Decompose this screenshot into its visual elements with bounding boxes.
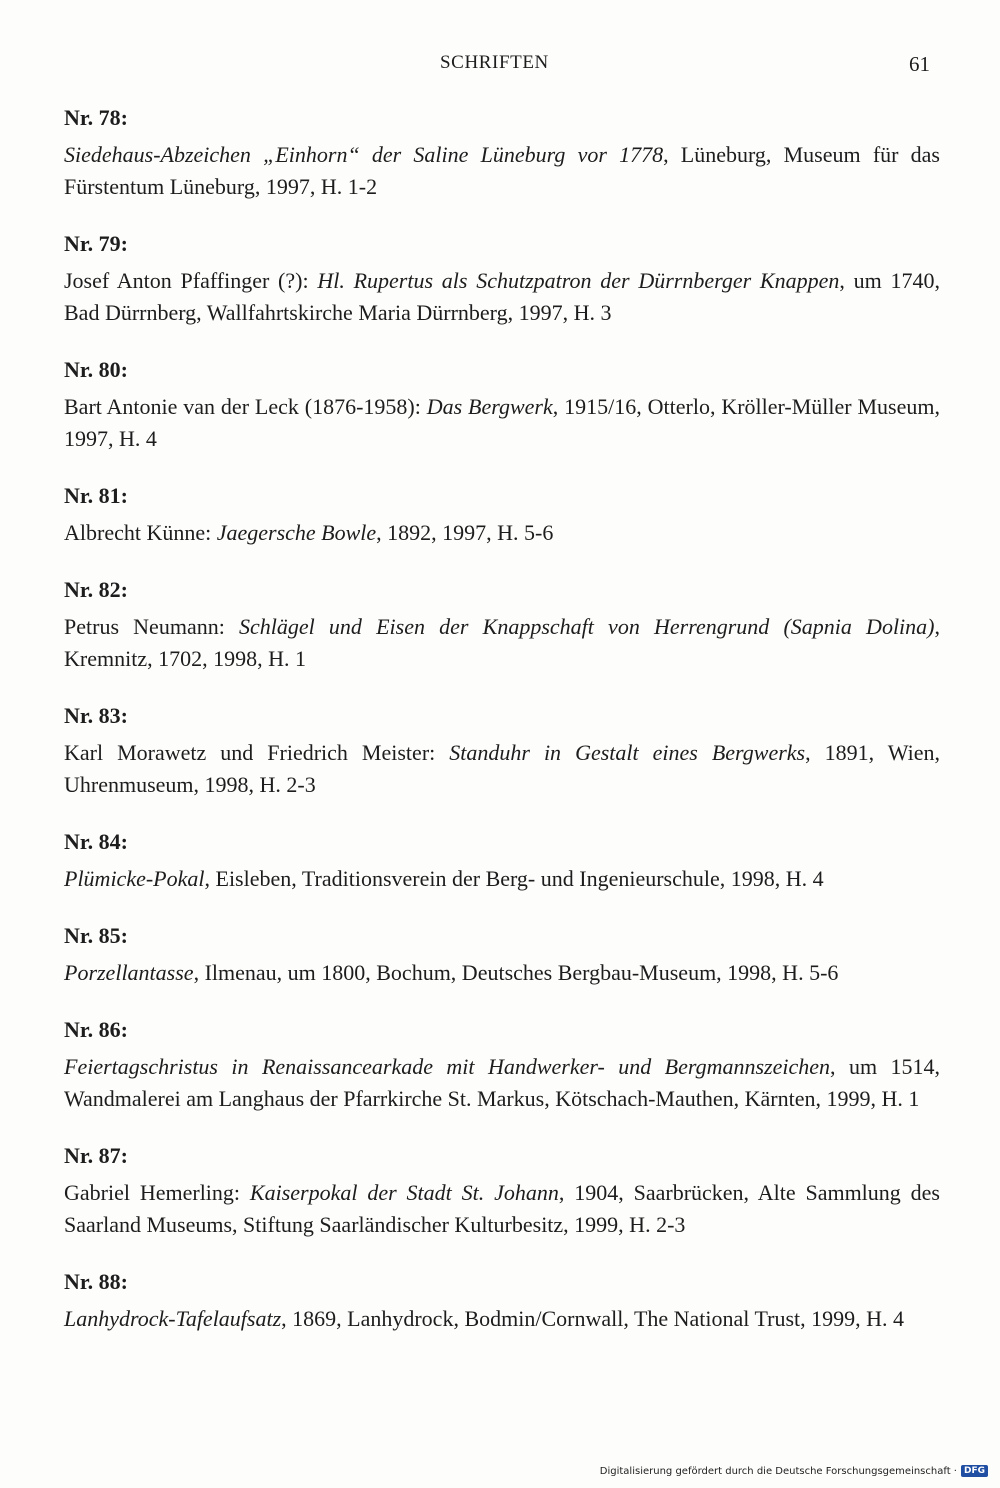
entry-title-italic: Das Bergwerk [426, 394, 553, 419]
entry-title-italic: Porzellantasse [64, 960, 194, 985]
entry-text-run: , um 1740, Bad Dürrnberg, Wallfahrtskirche Maria Dürrnberg, 1997, H. 3 [64, 268, 940, 325]
entry-text-run: , Kremnitz, 1702, 1998, H. 1 [64, 614, 940, 671]
catalog-entry [64, 921, 940, 989]
entry-text [64, 391, 940, 455]
catalog-entry [64, 827, 940, 895]
entry-number: Nr. 85: [64, 923, 128, 948]
running-title: SCHRIFTEN [440, 52, 549, 73]
entry-list [64, 103, 940, 1361]
entry-text-run: , 1869, Lanhydrock, Bodmin/Cornwall, The National Trust, 1999, H. 4 [281, 1306, 905, 1331]
entry-title-italic: Siedehaus-Abzeichen „Einhorn“ der Saline Lüneburg vor 1778 [64, 142, 664, 167]
entry-title-italic: Jaegersche Bowle [216, 520, 377, 545]
entry-number: Nr. 84: [64, 829, 128, 854]
catalog-entry [64, 575, 940, 675]
catalog-entry [64, 229, 940, 329]
entry-text [64, 957, 940, 989]
entry-text [64, 863, 940, 895]
entry-text [64, 265, 940, 329]
entry-title-italic: Kaiserpokal der Stadt St. Johann [249, 1180, 559, 1205]
entry-number: Nr. 83: [64, 703, 128, 728]
entry-text-run: , Lüneburg, Museum für das Fürstentum Lüneburg, 1997, H. 1-2 [64, 142, 940, 199]
running-head [0, 52, 1000, 82]
entry-text-run: Bart Antonie van der Leck (1876-1958): [64, 394, 427, 419]
entry-text-run: , 1915/16, Otterlo, Kröller-Müller Museum, 1997, H. 4 [64, 394, 940, 451]
entry-number: Nr. 88: [64, 1269, 128, 1294]
entry-title-italic: Schlägel und Eisen der Knappschaft von Herrengrund (Sapnia Dolina) [239, 614, 935, 639]
entry-text-run: Albrecht Künne: [64, 520, 217, 545]
entry-text [64, 737, 940, 801]
entry-text [64, 1177, 940, 1241]
entry-text [64, 517, 940, 549]
entry-number: Nr. 87: [64, 1143, 128, 1168]
entry-text-run: , Eisleben, Traditionsverein der Berg- und Ingenieurschule, 1998, H. 4 [204, 866, 824, 891]
entry-text-run: Josef Anton Pfaffinger (?): [64, 268, 318, 293]
entry-text-run: , um 1514, Wandmalerei am Langhaus der Pfarrkirche St. Markus, Kötschach-Mauthen, Kärnten, 1999, H. 1 [64, 1054, 940, 1111]
catalog-entry [64, 481, 940, 549]
entry-text [64, 139, 940, 203]
page-number: 61 [909, 52, 930, 76]
entry-number: Nr. 79: [64, 231, 128, 256]
entry-text-run: , 1892, 1997, H. 5-6 [376, 520, 554, 545]
entry-text-run: , 1904, Saarbrücken, Alte Sammlung des Saarland Museums, Stiftung Saarländischer Kulturbesitz, 1999, H. 2-3 [64, 1180, 940, 1237]
dfg-logo: DFG [961, 1465, 988, 1477]
entry-title-italic: Lanhydrock-Tafelaufsatz [64, 1306, 282, 1331]
catalog-entry [64, 355, 940, 455]
entry-text-run: Karl Morawetz und Friedrich Meister: [64, 740, 450, 765]
entry-text-run: Petrus Neumann: [64, 614, 239, 639]
entry-title-italic: Standuhr in Gestalt eines Bergwerks [449, 740, 806, 765]
entry-title-italic: Hl. Rupertus als Schutzpatron der Dürrnberger Knappen [317, 268, 840, 293]
catalog-entry [64, 1015, 940, 1115]
catalog-entry [64, 1267, 940, 1335]
entry-text [64, 1303, 940, 1335]
entry-text-run: Gabriel Hemerling: [64, 1180, 250, 1205]
catalog-entry [64, 103, 940, 203]
entry-number: Nr. 82: [64, 577, 128, 602]
catalog-entry [64, 1141, 940, 1241]
entry-text-run: , 1891, Wien, Uhrenmuseum, 1998, H. 2-3 [64, 740, 940, 797]
entry-title-italic: Feiertagschristus in Renaissancearkade mit Handwerker- und Bergmannszeichen [64, 1054, 831, 1079]
entry-title-italic: Plümicke-Pokal [64, 866, 205, 891]
entry-number: Nr. 78: [64, 105, 128, 130]
digitization-footer [600, 1462, 988, 1480]
entry-text [64, 1051, 940, 1115]
entry-number: Nr. 86: [64, 1017, 128, 1042]
entry-text-run: , Ilmenau, um 1800, Bochum, Deutsches Bergbau-Museum, 1998, H. 5-6 [193, 960, 839, 985]
catalog-entry [64, 701, 940, 801]
footer-credit: Digitalisierung gefördert durch die Deutsche Forschungsgemeinschaft · [599, 1465, 957, 1477]
entry-number: Nr. 80: [64, 357, 128, 382]
entry-text [64, 611, 940, 675]
entry-number: Nr. 81: [64, 483, 128, 508]
